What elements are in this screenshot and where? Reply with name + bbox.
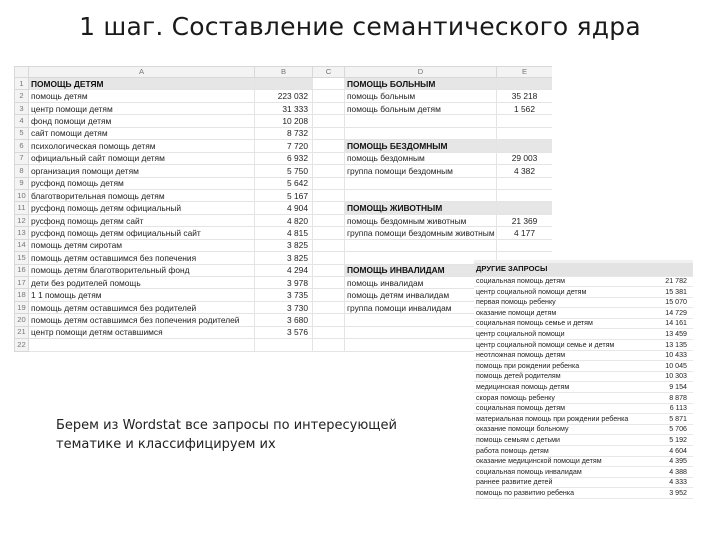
count-cell[interactable]: 9 154	[646, 382, 693, 393]
table-row	[15, 326, 553, 338]
row-number[interactable]: 5	[15, 127, 29, 139]
column-header-b[interactable]: B	[255, 67, 313, 78]
cell-e[interactable]	[497, 177, 553, 189]
table-row	[474, 446, 693, 457]
cell-a[interactable]: помощь детям	[29, 90, 255, 102]
cell-c[interactable]	[313, 227, 345, 239]
main-spreadsheet[interactable]	[14, 66, 552, 356]
cell-d[interactable]: помощь детям инвалидам	[345, 289, 497, 301]
cell-c[interactable]	[313, 165, 345, 177]
query-cell[interactable]: центр социальной помощи	[474, 329, 646, 340]
cell-c[interactable]	[313, 339, 345, 351]
cell-d[interactable]	[345, 127, 497, 139]
cell-d[interactable]	[345, 115, 497, 127]
query-cell[interactable]: помощь при рождении ребенка	[474, 361, 646, 372]
cell-a[interactable]: помощь детям благотворительный фонд	[29, 264, 255, 276]
cell-d[interactable]: ПОМОЩЬ ЖИВОТНЫМ	[345, 202, 497, 214]
table-row	[15, 214, 553, 226]
row-number[interactable]: 12	[15, 214, 29, 226]
cell-a[interactable]: фонд помощи детям	[29, 115, 255, 127]
table-row	[15, 90, 553, 102]
cell-c[interactable]	[313, 264, 345, 276]
table-row	[474, 382, 693, 393]
query-cell[interactable]: скорая помощь ребенку	[474, 393, 646, 404]
other-queries-spreadsheet[interactable]	[474, 260, 693, 522]
count-cell[interactable]: 10 303	[646, 371, 693, 382]
cell-c[interactable]	[313, 252, 345, 264]
cell-b[interactable]: 4 815	[255, 227, 313, 239]
cell-c[interactable]	[313, 115, 345, 127]
cell-c[interactable]	[313, 78, 345, 90]
cell-a[interactable]: помощь детям оставшимся без попечения родителей	[29, 314, 255, 326]
table-row	[15, 314, 553, 326]
cell-e[interactable]	[497, 239, 553, 251]
cell-c[interactable]	[313, 152, 345, 164]
query-cell[interactable]: социальная помощь детям	[474, 403, 646, 414]
row-number[interactable]: 7	[15, 152, 29, 164]
cell-a[interactable]: организация помощи детям	[29, 165, 255, 177]
query-cell[interactable]: неотложная помощь детям	[474, 350, 646, 361]
cell-b[interactable]: 223 032	[255, 90, 313, 102]
table-row	[15, 165, 553, 177]
cell-c[interactable]	[313, 289, 345, 301]
cell-a[interactable]: психологическая помощь детям	[29, 140, 255, 152]
table-row	[15, 227, 553, 239]
cell-b[interactable]: 3 730	[255, 301, 313, 313]
query-cell[interactable]: социальная помощь семье и детям	[474, 318, 646, 329]
cell-b[interactable]: 4 904	[255, 202, 313, 214]
query-cell[interactable]: медицинская помощь детям	[474, 382, 646, 393]
cell-a[interactable]: русфонд помощь детям официальный сайт	[29, 227, 255, 239]
cell-d[interactable]: ПОМОЩЬ БЕЗДОМНЫМ	[345, 140, 497, 152]
row-number[interactable]: 13	[15, 227, 29, 239]
count-cell[interactable]: 14 729	[646, 308, 693, 319]
row-number[interactable]: 9	[15, 177, 29, 189]
cell-b[interactable]: 4 294	[255, 264, 313, 276]
table-row	[15, 289, 553, 301]
row-number[interactable]: 16	[15, 264, 29, 276]
cell-e[interactable]	[497, 78, 553, 90]
other-queries-header-row	[474, 263, 693, 276]
cell-b[interactable]: 10 208	[255, 115, 313, 127]
cell-a[interactable]: 1 1 помощь детям	[29, 289, 255, 301]
row-number[interactable]: 11	[15, 202, 29, 214]
count-cell[interactable]: 5 706	[646, 424, 693, 435]
count-cell[interactable]: 3 952	[646, 488, 693, 499]
table-row	[474, 287, 693, 298]
cell-d[interactable]: ПОМОЩЬ БОЛЬНЫМ	[345, 78, 497, 90]
count-cell[interactable]: 10 433	[646, 350, 693, 361]
count-cell[interactable]: 8 878	[646, 393, 693, 404]
table-row	[15, 78, 553, 90]
cell-b[interactable]: 5 642	[255, 177, 313, 189]
cell-b[interactable]	[255, 78, 313, 90]
cell-b[interactable]: 3 680	[255, 314, 313, 326]
table-row	[474, 488, 693, 499]
cell-e[interactable]	[497, 189, 553, 201]
cell-e[interactable]: 35 218	[497, 90, 553, 102]
column-header-row	[15, 67, 553, 78]
table-row	[15, 115, 553, 127]
table-row	[474, 414, 693, 425]
table-row	[474, 371, 693, 382]
cell-a[interactable]	[29, 339, 255, 351]
query-cell[interactable]: материальная помощь при рождении ребенка	[474, 414, 646, 425]
cell-a[interactable]: русфонд помощь детям официальный	[29, 202, 255, 214]
count-cell[interactable]: 14 161	[646, 318, 693, 329]
table-row	[474, 329, 693, 340]
cell-a[interactable]: помощь детям сиротам	[29, 239, 255, 251]
row-number[interactable]: 1	[15, 78, 29, 90]
row-number[interactable]: 20	[15, 314, 29, 326]
column-header-d[interactable]: D	[345, 67, 497, 78]
count-cell[interactable]: 15 381	[646, 287, 693, 298]
row-number[interactable]: 4	[15, 115, 29, 127]
count-cell[interactable]: 4 395	[646, 456, 693, 467]
count-cell[interactable]: 5 871	[646, 414, 693, 425]
table-row	[474, 435, 693, 446]
table-row	[474, 276, 693, 287]
table-row	[15, 177, 553, 189]
table-row	[15, 102, 553, 114]
cell-c[interactable]	[313, 239, 345, 251]
select-all-corner[interactable]	[15, 67, 29, 78]
cell-d[interactable]: помощь больным детям	[345, 102, 497, 114]
table-row	[474, 340, 693, 351]
cell-c[interactable]	[313, 202, 345, 214]
table-row	[474, 361, 693, 372]
column-header-e[interactable]: E	[497, 67, 553, 78]
count-cell[interactable]: 15 070	[646, 297, 693, 308]
cell-d[interactable]	[345, 189, 497, 201]
query-cell[interactable]: центр социальной помощи детям	[474, 287, 646, 298]
table-row	[15, 301, 553, 313]
row-number[interactable]: 14	[15, 239, 29, 251]
query-cell[interactable]: первая помощь ребенку	[474, 297, 646, 308]
count-cell[interactable]: 10 045	[646, 361, 693, 372]
count-cell[interactable]: 6 113	[646, 403, 693, 414]
cell-c[interactable]	[313, 90, 345, 102]
query-cell[interactable]: центр социальной помощи семье и детям	[474, 340, 646, 351]
cell-b[interactable]: 6 932	[255, 152, 313, 164]
other-queries-title[interactable]: ДРУГИЕ ЗАПРОСЫ	[474, 263, 646, 276]
cell-c[interactable]	[313, 277, 345, 289]
table-row	[15, 127, 553, 139]
cell-b[interactable]: 31 333	[255, 102, 313, 114]
cell-c[interactable]	[313, 326, 345, 338]
row-number[interactable]: 8	[15, 165, 29, 177]
query-cell[interactable]: оказание медицинской помощи детям	[474, 456, 646, 467]
table-row	[474, 424, 693, 435]
count-cell[interactable]: 4 388	[646, 467, 693, 478]
cell-b[interactable]: 3 825	[255, 252, 313, 264]
cell-b[interactable]: 3 735	[255, 289, 313, 301]
slide-caption: Берем из Wordstat все запросы по интересующей тематике и классифицируем их	[56, 418, 397, 452]
cell-e[interactable]	[497, 115, 553, 127]
count-cell[interactable]: 13 135	[646, 340, 693, 351]
table-row	[474, 318, 693, 329]
column-header-a[interactable]: A	[29, 67, 255, 78]
cell-a[interactable]: дети без родителей помощь	[29, 277, 255, 289]
query-cell[interactable]: помощь детей родителям	[474, 371, 646, 382]
cell-c[interactable]	[313, 140, 345, 152]
count-cell[interactable]: 13 459	[646, 329, 693, 340]
table-row	[15, 277, 553, 289]
query-cell[interactable]: социальная помощь детям	[474, 276, 646, 287]
other-queries-title-blank[interactable]	[646, 263, 693, 276]
count-cell[interactable]: 4 333	[646, 477, 693, 488]
row-number[interactable]: 2	[15, 90, 29, 102]
cell-e[interactable]	[497, 140, 553, 152]
query-cell[interactable]: работа помощь детям	[474, 446, 646, 457]
cell-b[interactable]: 3 978	[255, 277, 313, 289]
cell-a[interactable]: официальный сайт помощи детям	[29, 152, 255, 164]
cell-a[interactable]: благотворительная помощь детям	[29, 189, 255, 201]
cell-b[interactable]: 4 820	[255, 214, 313, 226]
slide-title: 1 шаг. Составление семантического ядра	[79, 12, 641, 41]
cell-a[interactable]: центр помощи детям	[29, 102, 255, 114]
query-cell[interactable]: социальная помощь инвалидам	[474, 467, 646, 478]
cell-a[interactable]: центр помощи детям оставшимся	[29, 326, 255, 338]
table-row	[15, 189, 553, 201]
row-number[interactable]: 21	[15, 326, 29, 338]
table-row	[15, 152, 553, 164]
cell-d[interactable]: ПОМОЩЬ ИНВАЛИДАМ	[345, 264, 497, 276]
cell-d[interactable]: помощь больным	[345, 90, 497, 102]
table-row	[474, 403, 693, 414]
table-row	[474, 308, 693, 319]
cell-d[interactable]: группа помощи инвалидам	[345, 301, 497, 313]
cell-b[interactable]: 5 750	[255, 165, 313, 177]
cell-e[interactable]: 29 003	[497, 152, 553, 164]
cell-b[interactable]	[255, 339, 313, 351]
row-number[interactable]: 6	[15, 140, 29, 152]
row-number[interactable]: 19	[15, 301, 29, 313]
table-row	[474, 456, 693, 467]
table-row	[15, 140, 553, 152]
table-row	[474, 467, 693, 478]
query-cell[interactable]: оказание помощи детям	[474, 308, 646, 319]
cell-b[interactable]: 3 825	[255, 239, 313, 251]
cell-d[interactable]: группа помощи бездомным	[345, 165, 497, 177]
table-row	[474, 350, 693, 361]
table-row	[15, 252, 553, 264]
cell-e[interactable]: 4 177	[497, 227, 553, 239]
cell-d[interactable]	[345, 239, 497, 251]
table-row	[15, 264, 553, 276]
table-row	[15, 339, 553, 351]
cell-b[interactable]: 5 167	[255, 189, 313, 201]
count-cell[interactable]: 4 604	[646, 446, 693, 457]
cell-c[interactable]	[313, 102, 345, 114]
row-number[interactable]: 22	[15, 339, 29, 351]
cell-d[interactable]	[345, 177, 497, 189]
cell-a[interactable]: русфонд помощь детям	[29, 177, 255, 189]
row-number[interactable]: 15	[15, 252, 29, 264]
cell-a[interactable]: помощь детям оставшимся без родителей	[29, 301, 255, 313]
cell-d[interactable]: группа помощи бездомным животным	[345, 227, 497, 239]
row-number[interactable]: 10	[15, 189, 29, 201]
query-cell[interactable]: оказание помощи больному	[474, 424, 646, 435]
cell-c[interactable]	[313, 189, 345, 201]
cell-a[interactable]: ПОМОЩЬ ДЕТЯМ	[29, 78, 255, 90]
table-row	[15, 202, 553, 214]
cell-e[interactable]: 4 382	[497, 165, 553, 177]
cell-a[interactable]: сайт помощи детям	[29, 127, 255, 139]
cell-c[interactable]	[313, 314, 345, 326]
table-row	[474, 477, 693, 488]
cell-a[interactable]: помощь детям оставшимся без попечения	[29, 252, 255, 264]
table-row	[15, 239, 553, 251]
cell-c[interactable]	[313, 214, 345, 226]
row-number[interactable]: 3	[15, 102, 29, 114]
row-number[interactable]: 17	[15, 277, 29, 289]
cell-b[interactable]: 3 576	[255, 326, 313, 338]
cell-e[interactable]: 1 562	[497, 102, 553, 114]
cell-c[interactable]	[313, 127, 345, 139]
cell-c[interactable]	[313, 301, 345, 313]
cell-b[interactable]: 7 720	[255, 140, 313, 152]
table-row	[474, 297, 693, 308]
query-cell[interactable]: помощь семьям с детьми	[474, 435, 646, 446]
count-cell[interactable]: 5 192	[646, 435, 693, 446]
cell-d[interactable]: помощь бездомным животным	[345, 214, 497, 226]
cell-e[interactable]	[497, 127, 553, 139]
cell-e[interactable]	[497, 202, 553, 214]
column-header-c[interactable]: C	[313, 67, 345, 78]
cell-c[interactable]	[313, 177, 345, 189]
count-cell[interactable]: 21 782	[646, 276, 693, 287]
table-row	[474, 393, 693, 404]
row-number[interactable]: 18	[15, 289, 29, 301]
query-cell[interactable]: раннее развитие детей	[474, 477, 646, 488]
cell-b[interactable]: 8 732	[255, 127, 313, 139]
cell-a[interactable]: русфонд помощь детям сайт	[29, 214, 255, 226]
cell-d[interactable]: помощь бездомным	[345, 152, 497, 164]
cell-e[interactable]: 21 369	[497, 214, 553, 226]
cell-d[interactable]: помощь инвалидам	[345, 277, 497, 289]
query-cell[interactable]: помощь по развитию ребенка	[474, 488, 646, 499]
